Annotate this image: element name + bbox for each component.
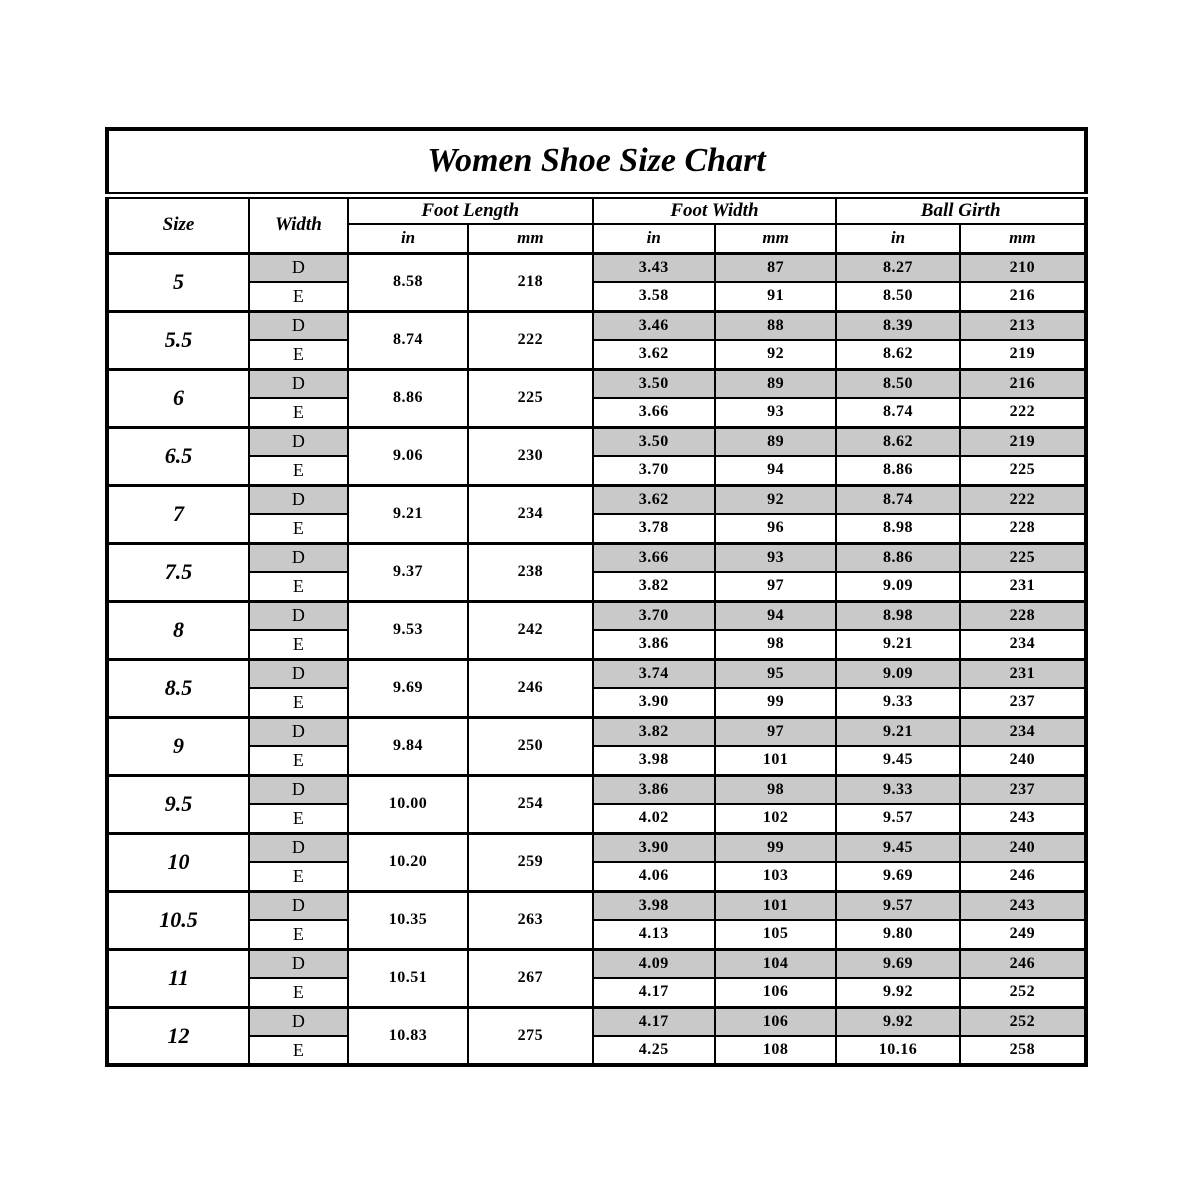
foot-width-in-cell: 3.86 [593,775,715,804]
foot-length-mm-cell: 246 [468,659,592,717]
subheader-foot-length-in: in [348,224,468,253]
ball-girth-mm-cell: 228 [960,514,1086,543]
ball-girth-in-cell: 8.62 [836,340,959,369]
table-row [107,253,1086,282]
table-row [107,1007,1086,1036]
ball-girth-in-cell: 9.33 [836,688,959,717]
ball-girth-mm-cell: 237 [960,688,1086,717]
ball-girth-in-cell: 9.57 [836,804,959,833]
ball-girth-in-cell: 9.69 [836,949,959,978]
foot-width-mm-cell: 92 [715,485,836,514]
foot-width-mm-cell: 108 [715,1036,836,1065]
foot-width-in-cell: 3.98 [593,746,715,775]
table-row [107,920,1086,949]
foot-width-mm-cell: 104 [715,949,836,978]
foot-width-mm-cell: 95 [715,659,836,688]
ball-girth-mm-cell: 246 [960,949,1086,978]
foot-width-in-cell: 3.62 [593,485,715,514]
ball-girth-mm-cell: 231 [960,659,1086,688]
foot-width-in-cell: 3.43 [593,253,715,282]
size-cell: 10.5 [107,891,249,949]
table-row [107,601,1086,630]
foot-width-in-cell: 4.25 [593,1036,715,1065]
foot-width-mm-cell: 101 [715,891,836,920]
subheader-foot-width-mm: mm [715,224,836,253]
ball-girth-mm-cell: 222 [960,485,1086,514]
width-cell: D [249,485,348,514]
ball-girth-in-cell: 8.86 [836,456,959,485]
foot-length-in-cell: 10.51 [348,949,468,1007]
foot-width-in-cell: 3.90 [593,833,715,862]
size-cell: 12 [107,1007,249,1065]
width-cell: E [249,456,348,485]
size-cell: 8 [107,601,249,659]
foot-length-in-cell: 9.06 [348,427,468,485]
ball-girth-in-cell: 8.74 [836,398,959,427]
ball-girth-mm-cell: 225 [960,543,1086,572]
ball-girth-mm-cell: 222 [960,398,1086,427]
table-row [107,775,1086,804]
ball-girth-in-cell: 9.92 [836,1007,959,1036]
foot-length-in-cell: 10.20 [348,833,468,891]
foot-length-in-cell: 9.53 [348,601,468,659]
foot-length-mm-cell: 254 [468,775,592,833]
foot-length-mm-cell: 234 [468,485,592,543]
width-cell: D [249,1007,348,1036]
foot-width-mm-cell: 88 [715,311,836,340]
ball-girth-mm-cell: 240 [960,833,1086,862]
width-cell: D [249,369,348,398]
ball-girth-in-cell: 8.50 [836,282,959,311]
table-row [107,862,1086,891]
table-row [107,1036,1086,1065]
ball-girth-mm-cell: 243 [960,804,1086,833]
ball-girth-in-cell: 8.62 [836,427,959,456]
foot-width-mm-cell: 105 [715,920,836,949]
column-header-ball-girth: Ball Girth [836,195,1086,224]
ball-girth-mm-cell: 216 [960,282,1086,311]
table-row [107,891,1086,920]
width-cell: D [249,427,348,456]
foot-width-in-cell: 3.50 [593,369,715,398]
foot-length-in-cell: 8.58 [348,253,468,311]
foot-width-mm-cell: 99 [715,688,836,717]
foot-width-in-cell: 3.86 [593,630,715,659]
column-header-size: Size [107,195,249,253]
width-cell: E [249,572,348,601]
foot-width-mm-cell: 99 [715,833,836,862]
foot-width-mm-cell: 89 [715,427,836,456]
ball-girth-mm-cell: 216 [960,369,1086,398]
width-cell: D [249,253,348,282]
width-cell: E [249,804,348,833]
foot-length-in-cell: 8.74 [348,311,468,369]
foot-length-in-cell: 10.83 [348,1007,468,1065]
foot-width-in-cell: 3.74 [593,659,715,688]
ball-girth-in-cell: 8.98 [836,514,959,543]
width-cell: D [249,833,348,862]
ball-girth-mm-cell: 213 [960,311,1086,340]
women-shoe-size-chart-table [105,127,1088,1067]
ball-girth-mm-cell: 252 [960,1007,1086,1036]
foot-width-mm-cell: 91 [715,282,836,311]
foot-width-mm-cell: 106 [715,978,836,1007]
column-header-foot-length: Foot Length [348,195,593,224]
subheader-foot-width-in: in [593,224,715,253]
ball-girth-in-cell: 9.45 [836,746,959,775]
size-cell: 7 [107,485,249,543]
size-cell: 5.5 [107,311,249,369]
ball-girth-mm-cell: 219 [960,340,1086,369]
width-cell: E [249,978,348,1007]
width-cell: E [249,862,348,891]
ball-girth-in-cell: 8.86 [836,543,959,572]
foot-length-mm-cell: 238 [468,543,592,601]
foot-length-mm-cell: 222 [468,311,592,369]
ball-girth-mm-cell: 228 [960,601,1086,630]
foot-width-in-cell: 3.66 [593,398,715,427]
foot-length-mm-cell: 225 [468,369,592,427]
width-cell: E [249,398,348,427]
ball-girth-mm-cell: 243 [960,891,1086,920]
ball-girth-in-cell: 9.57 [836,891,959,920]
size-cell: 9.5 [107,775,249,833]
foot-width-in-cell: 4.02 [593,804,715,833]
foot-length-mm-cell: 267 [468,949,592,1007]
ball-girth-in-cell: 9.09 [836,659,959,688]
table-row [107,746,1086,775]
ball-girth-mm-cell: 249 [960,920,1086,949]
table-row [107,572,1086,601]
ball-girth-in-cell: 10.16 [836,1036,959,1065]
ball-girth-mm-cell: 258 [960,1036,1086,1065]
subheader-ball-girth-mm: mm [960,224,1086,253]
ball-girth-in-cell: 8.27 [836,253,959,282]
foot-width-mm-cell: 106 [715,1007,836,1036]
size-cell: 6.5 [107,427,249,485]
ball-girth-mm-cell: 246 [960,862,1086,891]
ball-girth-in-cell: 9.09 [836,572,959,601]
ball-girth-mm-cell: 234 [960,717,1086,746]
ball-girth-mm-cell: 225 [960,456,1086,485]
foot-width-mm-cell: 92 [715,340,836,369]
ball-girth-in-cell: 9.80 [836,920,959,949]
subheader-ball-girth-in: in [836,224,959,253]
foot-width-mm-cell: 89 [715,369,836,398]
column-header-foot-width: Foot Width [593,195,837,224]
table-row [107,659,1086,688]
ball-girth-mm-cell: 234 [960,630,1086,659]
ball-girth-in-cell: 8.74 [836,485,959,514]
table-row [107,427,1086,456]
table-row [107,398,1086,427]
table-row [107,949,1086,978]
foot-length-mm-cell: 259 [468,833,592,891]
subheader-foot-length-mm: mm [468,224,592,253]
table-row [107,717,1086,746]
table-row [107,804,1086,833]
foot-width-in-cell: 3.70 [593,601,715,630]
foot-width-mm-cell: 93 [715,398,836,427]
foot-width-in-cell: 3.82 [593,572,715,601]
width-cell: D [249,543,348,572]
ball-girth-mm-cell: 237 [960,775,1086,804]
ball-girth-in-cell: 9.21 [836,630,959,659]
table-row [107,340,1086,369]
foot-width-in-cell: 3.50 [593,427,715,456]
width-cell: E [249,514,348,543]
ball-girth-in-cell: 9.45 [836,833,959,862]
width-cell: D [249,717,348,746]
foot-length-mm-cell: 263 [468,891,592,949]
foot-width-in-cell: 3.46 [593,311,715,340]
ball-girth-in-cell: 9.92 [836,978,959,1007]
ball-girth-in-cell: 8.50 [836,369,959,398]
column-header-width: Width [249,195,348,253]
ball-girth-in-cell: 8.39 [836,311,959,340]
foot-length-mm-cell: 230 [468,427,592,485]
foot-length-in-cell: 9.84 [348,717,468,775]
width-cell: E [249,746,348,775]
size-cell: 6 [107,369,249,427]
foot-length-mm-cell: 218 [468,253,592,311]
size-cell: 8.5 [107,659,249,717]
table-row [107,485,1086,514]
foot-length-mm-cell: 250 [468,717,592,775]
table-row [107,833,1086,862]
foot-width-in-cell: 3.62 [593,340,715,369]
foot-width-mm-cell: 94 [715,456,836,485]
foot-width-mm-cell: 93 [715,543,836,572]
ball-girth-mm-cell: 252 [960,978,1086,1007]
ball-girth-mm-cell: 210 [960,253,1086,282]
foot-length-in-cell: 10.35 [348,891,468,949]
width-cell: D [249,659,348,688]
foot-length-in-cell: 10.00 [348,775,468,833]
width-cell: E [249,630,348,659]
foot-width-mm-cell: 98 [715,630,836,659]
header-group-row [107,195,1086,224]
foot-width-mm-cell: 94 [715,601,836,630]
foot-width-in-cell: 3.78 [593,514,715,543]
foot-width-mm-cell: 97 [715,717,836,746]
foot-width-mm-cell: 97 [715,572,836,601]
foot-width-in-cell: 4.17 [593,978,715,1007]
size-cell: 5 [107,253,249,311]
width-cell: D [249,601,348,630]
table-row [107,282,1086,311]
size-cell: 9 [107,717,249,775]
table-row [107,369,1086,398]
ball-girth-in-cell: 9.21 [836,717,959,746]
foot-width-mm-cell: 101 [715,746,836,775]
ball-girth-in-cell: 8.98 [836,601,959,630]
foot-width-in-cell: 3.58 [593,282,715,311]
size-cell: 11 [107,949,249,1007]
width-cell: D [249,891,348,920]
foot-length-mm-cell: 242 [468,601,592,659]
table-row [107,688,1086,717]
table-row [107,630,1086,659]
foot-length-in-cell: 9.37 [348,543,468,601]
table-row [107,543,1086,572]
chart-title: Women Shoe Size Chart [107,129,1086,195]
table-row [107,456,1086,485]
size-table-body [107,253,1086,1065]
width-cell: E [249,282,348,311]
foot-length-mm-cell: 275 [468,1007,592,1065]
foot-width-in-cell: 3.70 [593,456,715,485]
foot-width-in-cell: 3.66 [593,543,715,572]
foot-width-mm-cell: 102 [715,804,836,833]
size-cell: 7.5 [107,543,249,601]
foot-length-in-cell: 9.69 [348,659,468,717]
table-row [107,311,1086,340]
ball-girth-in-cell: 9.69 [836,862,959,891]
ball-girth-mm-cell: 219 [960,427,1086,456]
foot-width-in-cell: 4.17 [593,1007,715,1036]
foot-width-in-cell: 3.98 [593,891,715,920]
foot-width-in-cell: 4.13 [593,920,715,949]
foot-width-in-cell: 4.06 [593,862,715,891]
foot-length-in-cell: 9.21 [348,485,468,543]
foot-width-mm-cell: 98 [715,775,836,804]
title-row [107,129,1086,195]
ball-girth-mm-cell: 231 [960,572,1086,601]
width-cell: E [249,1036,348,1065]
foot-length-in-cell: 8.86 [348,369,468,427]
foot-width-mm-cell: 87 [715,253,836,282]
table-row [107,514,1086,543]
ball-girth-in-cell: 9.33 [836,775,959,804]
foot-width-mm-cell: 103 [715,862,836,891]
width-cell: D [249,775,348,804]
table-row [107,978,1086,1007]
width-cell: D [249,311,348,340]
width-cell: E [249,920,348,949]
foot-width-in-cell: 4.09 [593,949,715,978]
foot-width-in-cell: 3.90 [593,688,715,717]
width-cell: E [249,340,348,369]
width-cell: D [249,949,348,978]
ball-girth-mm-cell: 240 [960,746,1086,775]
size-cell: 10 [107,833,249,891]
foot-width-in-cell: 3.82 [593,717,715,746]
foot-width-mm-cell: 96 [715,514,836,543]
width-cell: E [249,688,348,717]
